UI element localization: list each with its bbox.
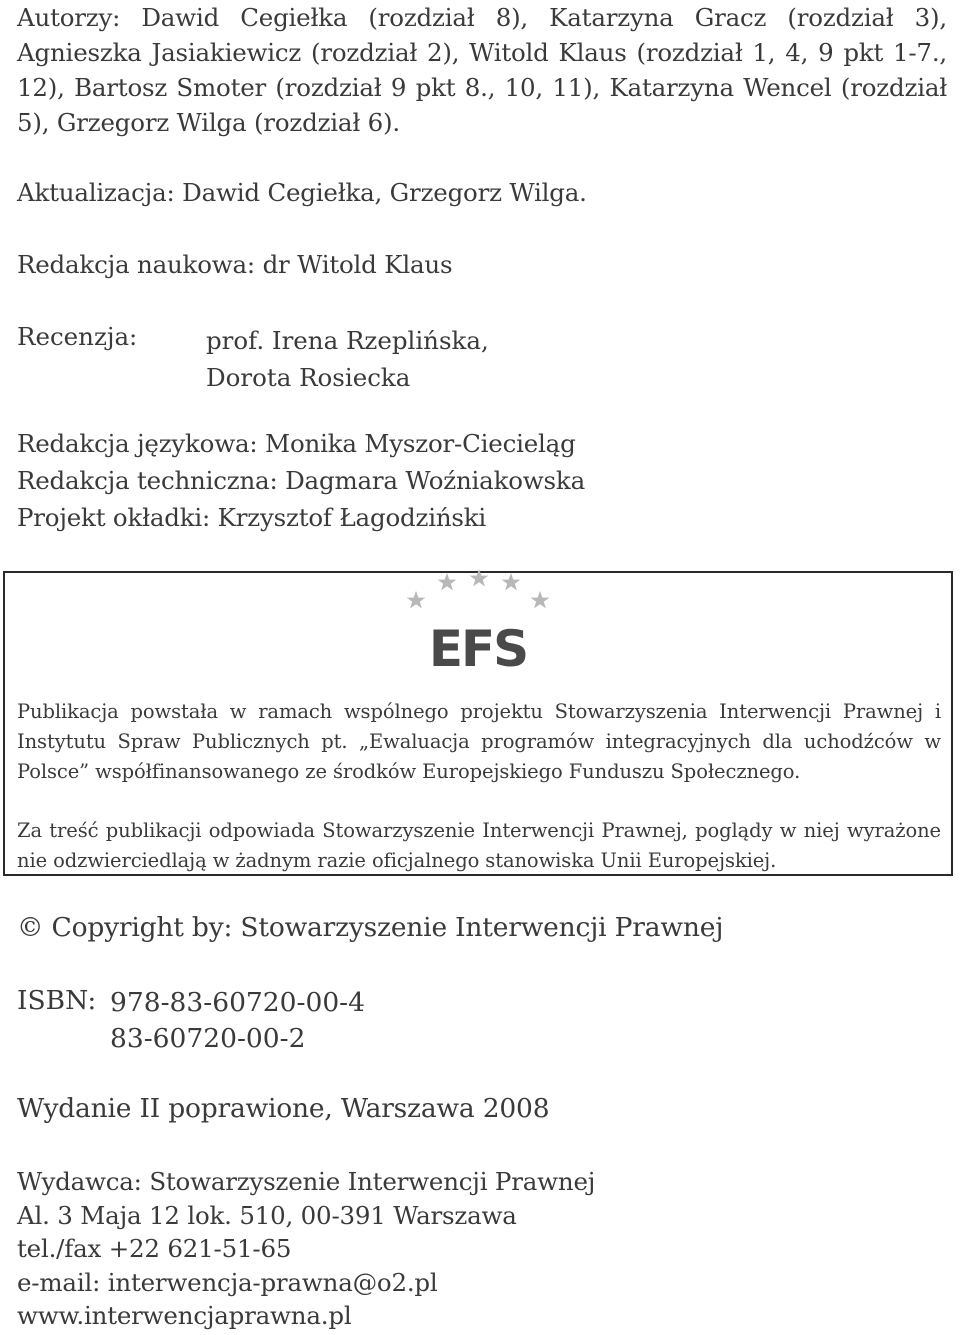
isbn-value: 83-60720-00-2 <box>110 1023 306 1054</box>
eu-stars-icon <box>407 569 550 608</box>
reviewer-name: Dorota Rosiecka <box>206 363 411 392</box>
publisher-address: Al. 3 Maja 12 lok. 510, 00-391 Warszawa <box>17 1200 517 1230</box>
efs-logo-text: EFS <box>428 620 528 670</box>
isbn-values <box>110 985 365 1057</box>
review-label: Recenzja: <box>17 322 138 351</box>
publication-note: Publikacja powstała w ramach wspólnego projektu Stowarzyszenia Interwencji Prawnej i Instytutu Spraw Publicznych pt. „Ewaluacja programów integracyjnych dla uchodźców w Polsce” współfinansowanego ze środków Europejskiego Funduszu Społecznego. <box>17 700 941 783</box>
isbn-value: 978-83-60720-00-4 <box>110 987 365 1018</box>
technical-editor-line: Redakcja techniczna: Dagmara Woźniakowska <box>17 466 585 495</box>
reviewer-name: prof. Irena Rzeplińska, <box>206 326 489 355</box>
publisher-phone: tel./fax +22 621-51-65 <box>17 1234 292 1263</box>
publisher-email: e-mail: interwencja-prawna@o2.pl <box>17 1267 438 1297</box>
disclaimer: Za treść publikacji odpowiada Stowarzyszenie Interwencji Prawnej, poglądy w niej wyrażone nie odzwierciedlają w żadnym razie oficjalnego stanowiska Unii Europejskiej. <box>17 819 941 872</box>
copyright-line: © Copyright by: Stowarzyszenie Interwencji Prawnej <box>17 912 724 943</box>
update-line: Aktualizacja: Dawid Cegiełka, Grzegorz Wilga. <box>17 178 587 207</box>
review-names <box>206 322 489 396</box>
isbn-label: ISBN: <box>17 985 97 1016</box>
language-editor-line: Redakcja językowa: Monika Myszor-Ciecieląg <box>17 429 576 458</box>
publisher-website: www.interwencjaprawna.pl <box>17 1301 352 1330</box>
authors-paragraph: Autorzy: Dawid Cegiełka (rozdział 8), Katarzyna Gracz (rozdział 3), Agnieszka Jasiakiewicz (rozdział 2), Witold Klaus (rozdział 1, 4, 9 pkt 1-7., 12), Bartosz Smoter (rozdział 9 pkt 8., 10, 11), Katarzyna Wencel (rozdział 5), Grzegorz Wilga (rozdział 6). <box>17 3 947 137</box>
scientific-editor-line: Redakcja naukowa: dr Witold Klaus <box>17 250 453 279</box>
publisher-name: Wydawca: Stowarzyszenie Interwencji Prawnej <box>17 1167 596 1196</box>
publisher-block <box>17 1165 595 1333</box>
cover-design-line: Projekt okładki: Krzysztof Łagodziński <box>17 503 487 532</box>
edition-line: Wydanie II poprawione, Warszawa 2008 <box>17 1093 550 1124</box>
efs-logo <box>402 565 552 670</box>
